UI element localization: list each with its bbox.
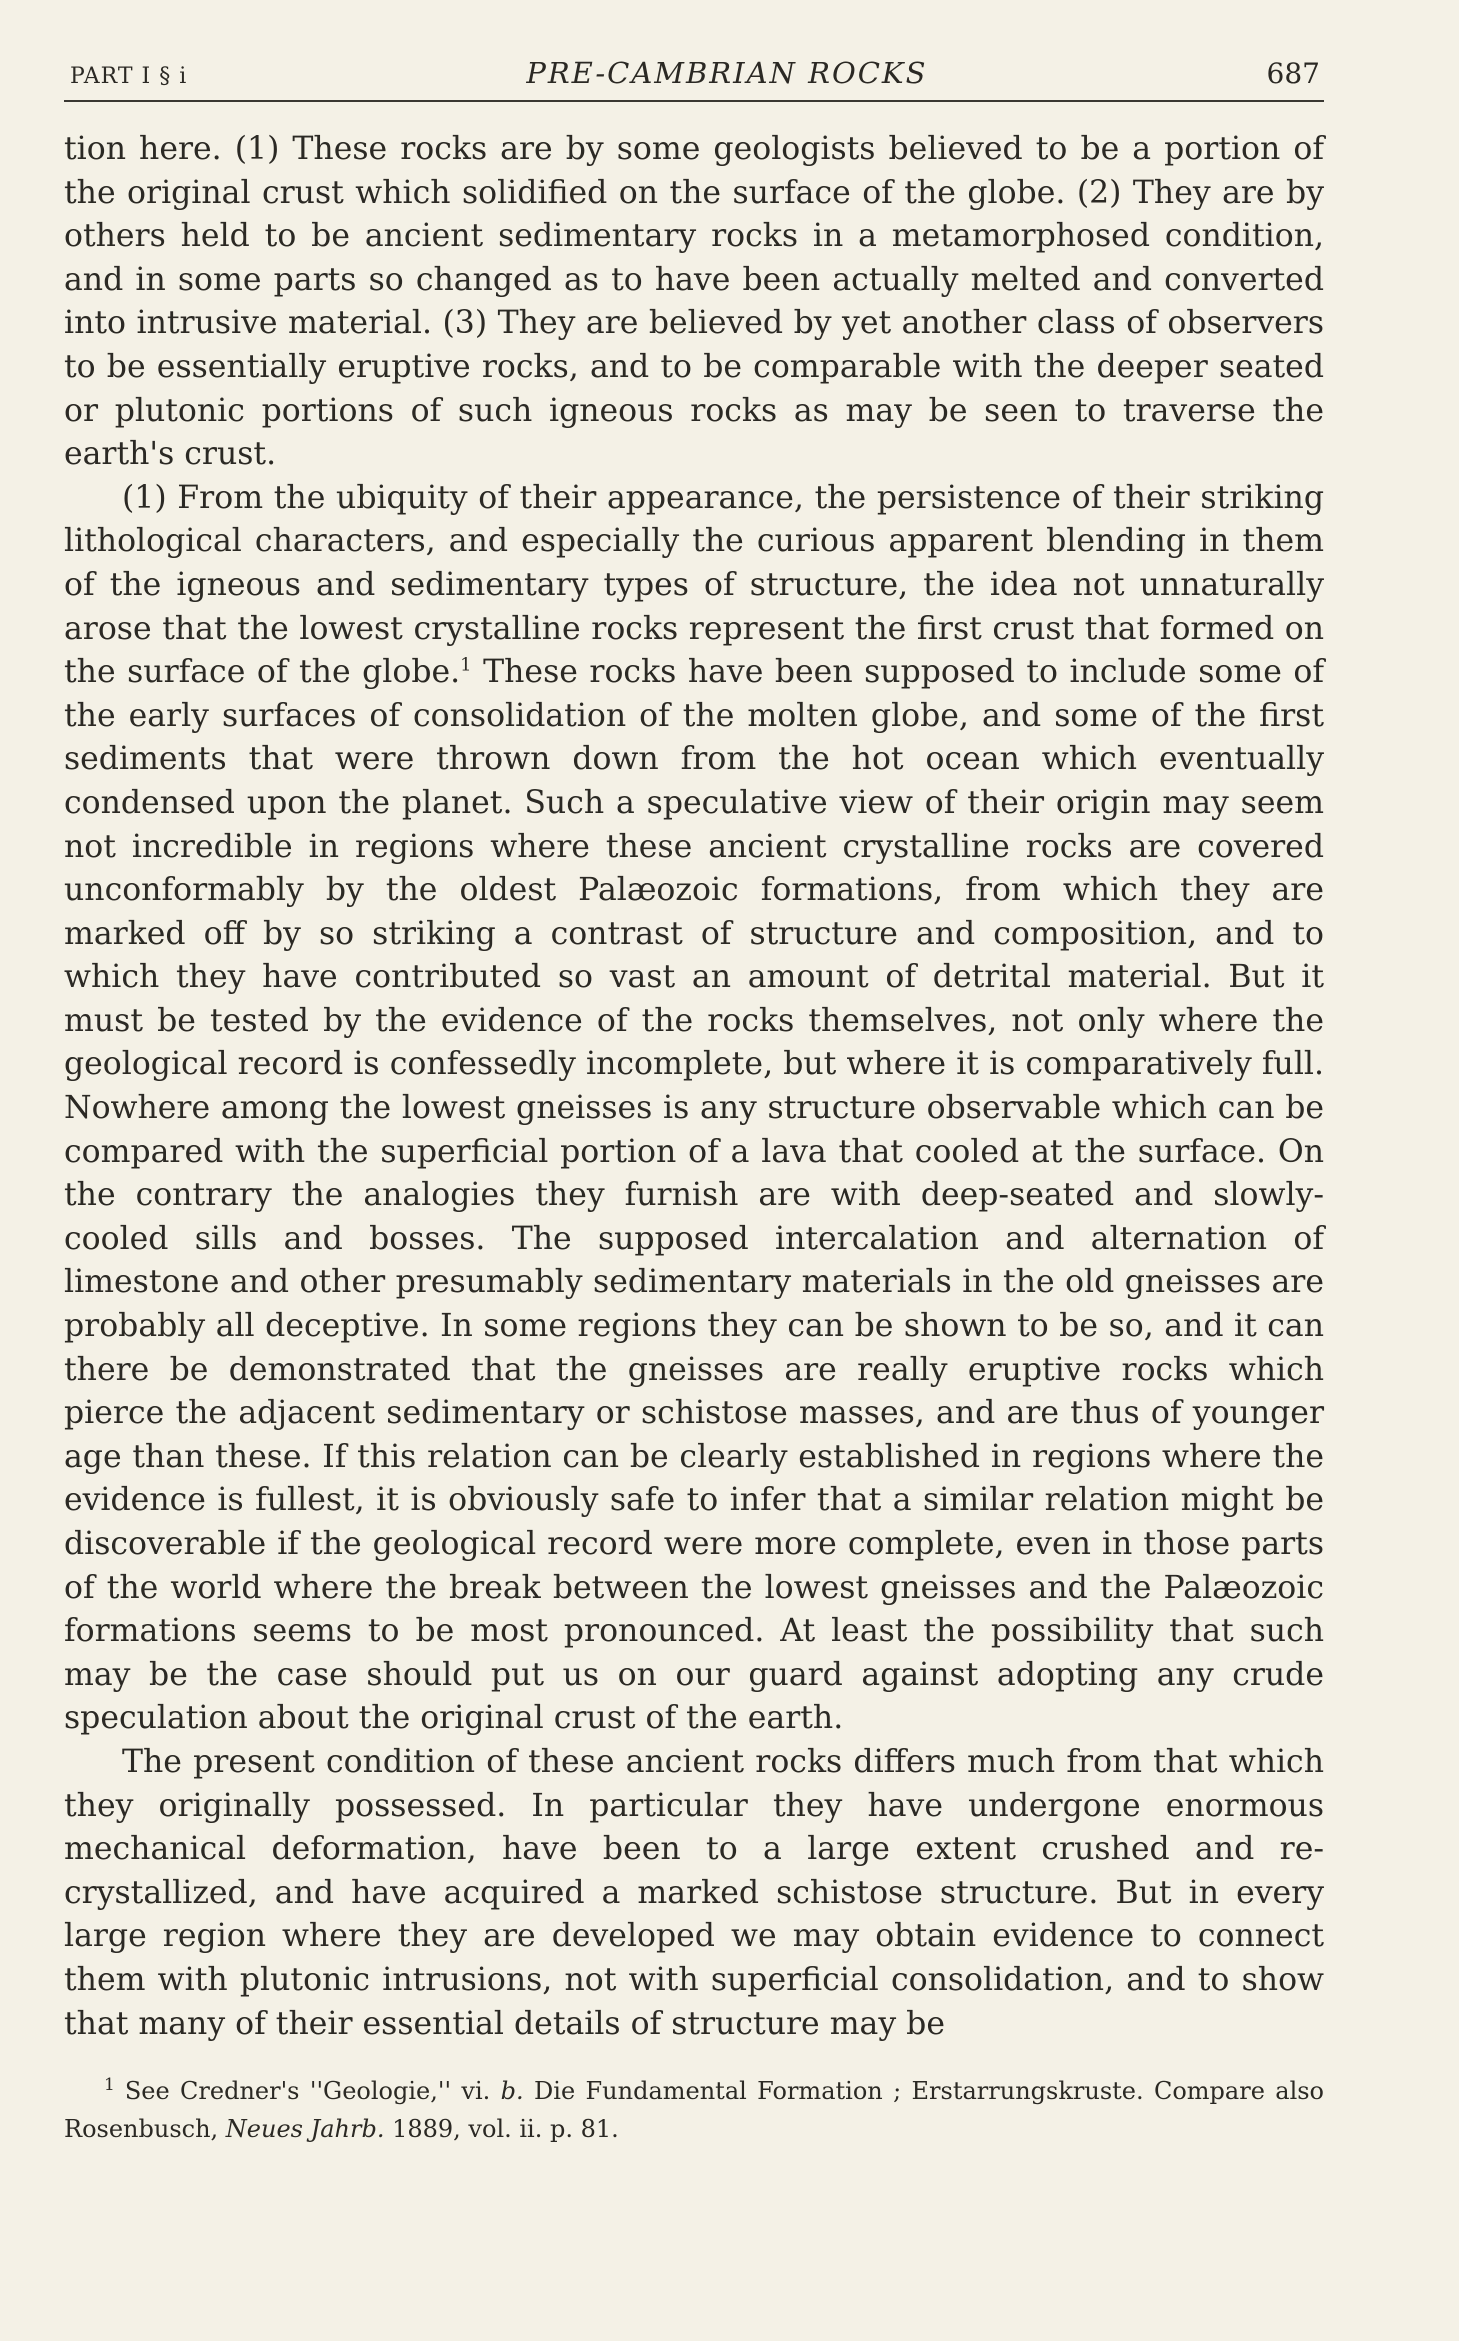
footnote-text-a: See Credner's ''Geologie,'' vi. [124,2077,501,2106]
footnote-marker: 1 [460,654,472,676]
book-page [64,56,1324,2148]
running-title: PRE-CAMBRIAN ROCKS [526,56,928,90]
footnote-text-c: Die Fundamental Formation ; Erstarrungskruste. Compare also Rosenbusch, [64,2077,1325,2144]
paragraph-2 [64,477,1324,1741]
running-header [64,56,1324,102]
paragraph-2-part-b: These rocks have been supposed to include some of the early surfaces of consolidation of the molten globe, and some of the first sediments that were thrown down from the hot ocean which eventually condensed upon the planet. Such a speculative view of their origin may seem not incredible in regions where these ancient crystalline rocks are covered unconformably by the oldest Palæozoic formations, from which they are marked off by so striking a contrast of structure and composition, and to which they have contributed so vast an amount of detrital material. But it must be tested by the evidence of the rocks themselves, not only where the geological record is confessedly incomplete, but where it is comparatively full. Nowhere among the lowest gneisses is any structure observable which can be compared with the superficial portion of a lava that cooled at the surface. On the contrary the analogies they furnish are with deep-seated and slowly-cooled sills and bosses. The supposed intercalation and alternation of limestone and other presumably sedimentary materials in the old gneisses are probably all deceptive. In some regions they can be shown to be so, and it can there be demonstrated that the gneisses are really eruptive rocks which pierce the adjacent sedimentary or schistose masses, and are thus of younger age than these. If this relation can be clearly established in regions where the evidence is fullest, it is obviously safe to infer that a similar relation might be discoverable if the geological record were more complete, even in those parts of the world where the break between the lowest gneisses and the Palæozoic formations seems to be most pronounced. At least the possibility that such may be the case should put us on our guard against adopting any crude speculation about the original crust of the earth. [64,654,1325,1737]
footnote [64,2066,1324,2148]
page-number: 687 [1266,57,1320,90]
paragraph-1: tion here. (1) These rocks are by some geologists believed to be a portion of the original crust which solidified on the surface of the globe. (2) They are by others held to be ancient sedimentary rocks in a metamorphosed condition, and in some parts so changed as to have been actually melted and converted into intrusive material. (3) They are believed by yet another class of observers to be essentially eruptive rocks, and to be comparable with the deeper seated or plutonic portions of such igneous rocks as may be seen to traverse the earth's crust. [64,131,1324,473]
footnote-text-b: b. [500,2077,524,2106]
paragraph-3: The present condition of these ancient rocks differs much from that which they originally possessed. In particular they have undergone enormous mechanical deformation, have been to a large extent crushed and re-crystallized, and have acquired a marked schistose structure. But in every large region where they are developed we may obtain evidence to connect them with plutonic intrusions, not with superficial consolidation, and to show that many of their essential details of structure may be [64,1743,1324,2042]
footnote-number: 1 [104,2075,115,2096]
paragraph-2-part-a: (1) From the ubiquity of their appearance, the persistence of their striking lithological characters, and especially the curious apparent blending in them of the igneous and sedimentary types of structure, the idea not unnaturally arose that the lowest crystalline rocks represent the first crust that formed on the surface of the globe. [64,479,1324,691]
footnote-text-e: 1889, vol. ii. p. 81. [384,2115,619,2144]
footnote-journal: Neues Jahrb. [225,2115,385,2144]
part-section-label: PART I § i [70,64,188,89]
body-text [64,128,1324,2046]
